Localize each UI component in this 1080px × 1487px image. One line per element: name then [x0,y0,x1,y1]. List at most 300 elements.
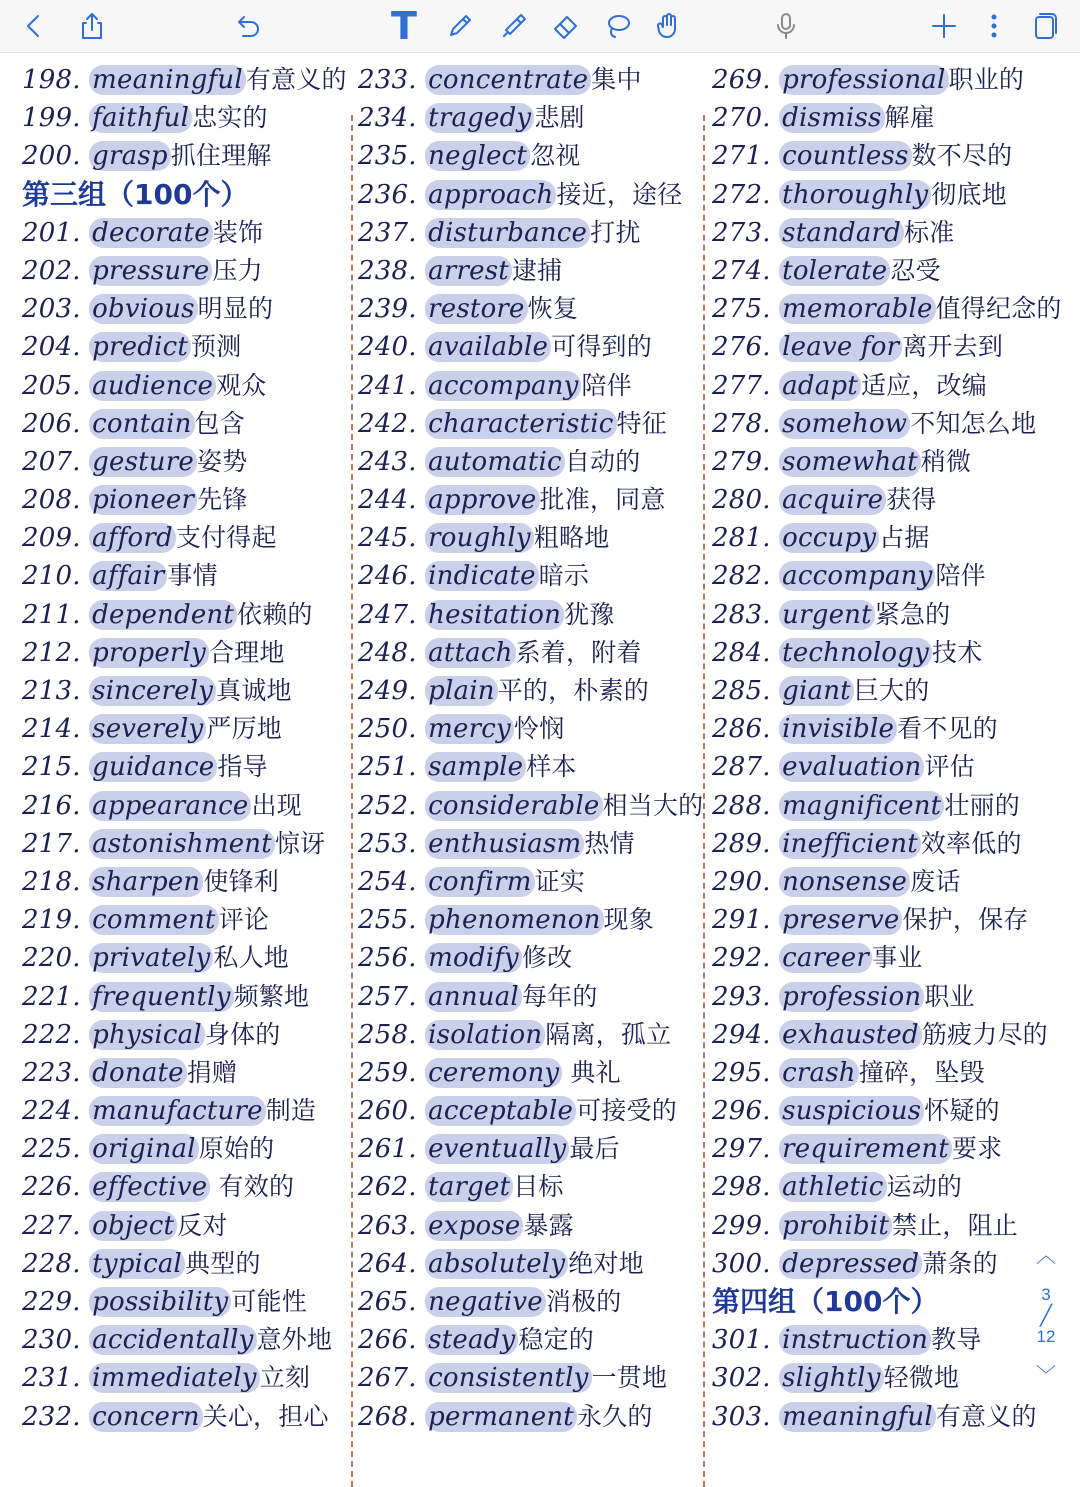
entry-number: 292. [712,943,771,974]
chinese-meaning: 筋疲力尽的 [921,1019,1048,1049]
vocab-entry [22,443,347,481]
vocab-entry [712,481,1062,519]
page-up-chevron-icon[interactable]: ︿ [1036,1245,1056,1267]
entry-number: 270. [712,103,771,134]
entry-number: 211. [22,599,81,630]
english-word: donate [89,1058,187,1088]
chinese-meaning: 效率低的 [920,828,1022,858]
entry-number: 262. [358,1172,417,1203]
vocab-column-2 [358,61,703,1436]
english-word: characteristic [425,409,616,439]
entry-number: 252. [358,790,417,821]
chinese-meaning: 陪伴 [935,561,986,591]
english-word: hesitation [425,600,564,630]
english-word: modify [425,943,522,973]
entry-number: 208. [22,485,81,516]
entry-number: 209. [22,523,81,554]
entry-number: 243. [358,446,417,477]
vocab-entry [22,61,347,99]
chinese-meaning: 相当大的 [602,790,704,820]
entry-number: 287. [712,752,771,783]
chinese-meaning: 教导 [931,1325,982,1355]
vocab-entry [358,405,703,443]
chinese-meaning: 忠实的 [192,103,268,133]
english-word: mercy [425,714,514,744]
english-word: astonishment [89,829,275,859]
english-word: expose [425,1211,523,1241]
pages-icon [1029,11,1059,41]
entry-number: 295. [712,1057,771,1088]
entry-number: 228. [22,1248,81,1279]
add-page-button[interactable] [924,6,964,46]
chinese-meaning: 依赖的 [237,599,313,629]
vocab-entry [22,748,347,786]
chinese-meaning: 指导 [217,752,268,782]
english-word: somewhat [779,447,921,477]
chinese-meaning: 先锋 [197,485,248,515]
entry-number: 269. [712,65,771,95]
english-word: arrest [425,256,512,286]
pages-button[interactable] [1024,6,1064,46]
vocab-entry [358,557,703,595]
vocab-entry [358,367,703,405]
entry-number: 298. [712,1172,771,1203]
entry-number: 222. [22,1019,81,1050]
column-divider [703,115,705,1487]
english-word: immediately [89,1363,260,1393]
chinese-meaning: 严厉地 [206,714,283,744]
entry-number: 272. [712,179,771,210]
chinese-meaning: 适应，改编 [860,370,987,400]
vocab-entry [358,1130,703,1168]
microphone-icon [771,11,801,41]
chinese-meaning: 可能性 [231,1287,308,1316]
hand-tool-button[interactable] [648,6,688,46]
chinese-meaning: 保护，保存 [902,905,1029,935]
chinese-meaning: 真诚地 [216,676,292,705]
vocab-entry [712,443,1062,481]
entry-number: 240. [358,332,417,363]
english-word: urgent [779,600,875,630]
entry-number: 294. [712,1019,771,1050]
vocab-entry [22,1130,347,1168]
vocab-entry [712,939,1062,977]
entry-number: 256. [358,943,417,974]
vocab-entry [358,939,703,977]
chinese-meaning: 不知怎么地 [910,408,1037,438]
entry-number: 206. [22,408,81,439]
vocab-entry [358,61,703,99]
english-word: manufacture [89,1096,266,1126]
chinese-meaning: 暴露 [523,1210,574,1240]
english-word: instruction [779,1325,931,1355]
english-word: suspicious [779,1096,924,1126]
english-word: tragedy [425,103,534,133]
vocab-entry [358,1054,703,1092]
entry-number: 291. [712,905,771,936]
vocab-entry [358,252,703,290]
english-word: depressed [779,1249,922,1279]
english-word: dependent [89,600,237,630]
vocab-entry [712,519,1062,557]
vocab-entry [358,863,703,901]
vocab-entry [22,939,347,977]
entry-number: 249. [358,676,417,706]
vocab-entry [358,519,703,557]
chinese-meaning: 要求 [951,1134,1003,1164]
chinese-meaning: 典型的 [185,1248,261,1278]
english-word: gesture [89,447,197,477]
vocab-entry [358,1398,703,1436]
entry-number: 238. [358,255,417,286]
entry-number: 234. [358,103,417,134]
vocab-entry [22,99,347,137]
chinese-meaning: 压力 [212,255,263,285]
chinese-meaning: 解雇 [884,103,935,133]
english-word: technology [779,638,932,668]
entry-number: 261. [358,1134,417,1165]
english-word: professional [779,65,948,95]
chinese-meaning: 集中 [591,65,642,94]
vocab-entry [712,1359,1062,1397]
chinese-meaning: 捐赠 [186,1057,238,1087]
notebook-page[interactable] [0,53,1080,1440]
english-word: original [89,1134,199,1164]
english-word: accompany [425,371,581,401]
chinese-meaning: 明显的 [197,294,274,324]
highlighter-icon [499,11,529,41]
english-word: available [425,332,551,362]
entry-number: 227. [22,1210,81,1241]
vocab-entry [358,443,703,481]
vocab-entry [712,137,1062,175]
back-button[interactable] [14,6,54,46]
vocab-entry [22,1092,347,1130]
chinese-meaning: 看不见的 [897,714,998,744]
chinese-meaning: 紧急的 [874,599,951,629]
hand-icon [653,11,683,41]
chinese-meaning: 惊讶 [274,828,326,858]
chinese-meaning: 怀疑的 [924,1096,1000,1126]
entry-number: 242. [358,408,417,439]
vocab-entry [22,252,347,290]
entry-number: 247. [358,599,417,630]
vocab-entry [712,901,1062,939]
vocab-entry [712,61,1062,99]
vocab-entry [712,1054,1062,1092]
vocab-entry [22,1321,347,1359]
english-word: automatic [425,447,565,477]
entry-number: 278. [712,408,771,439]
chinese-meaning: 修改 [521,943,573,973]
vocab-entry [358,901,703,939]
pen-icon [445,11,475,41]
english-word: grasp [89,141,171,171]
vocab-entry [22,596,347,634]
entry-number: 241. [358,370,417,401]
vocab-entry [712,1130,1062,1168]
chinese-meaning: 可接受的 [576,1096,677,1126]
chinese-meaning: 犹豫 [564,599,615,629]
english-word: memorable [779,294,935,324]
english-word: accidentally [89,1325,256,1355]
english-word: countless [779,141,911,171]
chinese-meaning: 立刻 [259,1363,311,1393]
english-word: accompany [779,561,935,591]
vocab-entry [358,825,703,863]
english-word: leave for [779,332,902,362]
chinese-meaning: 装饰 [212,217,264,247]
english-word: disturbance [425,218,590,248]
english-word: requirement [779,1134,952,1164]
english-word: concentrate [425,65,591,95]
english-word: sharpen [89,867,203,897]
entry-number: 289. [712,828,771,859]
chinese-meaning: 目标 [513,1172,564,1202]
entry-number: 213. [22,676,81,706]
vocab-entry [22,901,347,939]
entry-number: 229. [22,1287,81,1317]
english-word: approve [425,485,539,515]
undo-icon [233,11,263,41]
chinese-meaning: 预测 [191,332,242,362]
english-word: slightly [779,1363,883,1393]
vocab-entry [358,481,703,519]
lasso-tool-button[interactable] [598,6,638,46]
group-heading: 第四组（100个） [712,1285,939,1318]
vocab-entry [22,328,347,366]
english-word: frequently [89,982,233,1012]
english-word: contain [89,409,194,439]
chinese-meaning: 禁止，阻止 [891,1210,1018,1240]
entry-number: 200. [22,141,81,172]
chinese-meaning: 巨大的 [853,676,930,705]
vocab-entry [712,1245,1062,1283]
english-word: concern [89,1402,202,1432]
text-tool-button[interactable] [384,6,424,46]
vocab-entry [358,214,703,252]
chinese-meaning: 可得到的 [551,332,652,362]
chinese-meaning: 职业的 [948,65,1025,94]
entry-number: 300. [712,1248,771,1279]
entry-number: 284. [712,637,771,668]
vocab-entry [712,634,1062,672]
chinese-meaning: 最后 [569,1134,620,1164]
chinese-meaning: 永久的 [576,1401,653,1431]
microphone-button[interactable] [766,6,806,46]
vocab-entry [712,1168,1062,1206]
eraser-tool-button[interactable] [546,6,586,46]
chinese-meaning: 评论 [218,905,270,935]
vocab-entry [358,1245,703,1283]
entry-number: 258. [358,1019,417,1050]
vocab-entry [712,672,1062,710]
chinese-meaning: 隔离，孤立 [545,1019,672,1049]
vocab-entry [358,1092,703,1130]
entry-number: 260. [358,1096,417,1127]
entry-number: 245. [358,523,417,554]
vocab-entry [712,328,1062,366]
english-word: faithful [89,103,192,133]
vocab-entry [358,748,703,786]
entry-number: 274. [712,255,771,286]
entry-number: 275. [712,294,771,325]
english-word: severely [89,714,206,744]
english-word: occupy [779,523,879,553]
english-word: physical [89,1020,205,1050]
entry-number: 246. [358,561,417,592]
english-word: annual [425,982,522,1012]
english-word: evaluation [779,752,924,782]
share-button[interactable] [72,6,112,46]
chinese-meaning: 证实 [534,866,585,896]
chinese-meaning: 撞碎，坠毁 [858,1057,985,1087]
entry-number: 205. [22,370,81,401]
english-word: tolerate [779,256,890,286]
vocab-entry [358,672,703,710]
english-word: plain [425,676,498,706]
entry-number: 299. [712,1210,771,1241]
english-word: somehow [779,409,910,439]
entry-number: 279. [712,446,771,477]
english-word: negative [425,1287,546,1317]
english-word: obvious [89,294,197,324]
english-word: properly [89,638,209,668]
entry-number: 235. [358,141,417,172]
chinese-meaning: 数不尽的 [911,141,1013,171]
entry-number: 277. [712,370,771,401]
more-icon [979,11,1009,41]
english-word: inefficient [779,829,921,859]
english-word: adapt [779,371,861,401]
current-page-number: 3 [1041,1285,1051,1304]
vocab-entry [712,1321,1062,1359]
entry-number: 288. [712,790,771,821]
entry-number: 283. [712,599,771,630]
entry-number: 219. [22,905,81,936]
vocab-entry [358,787,703,825]
english-word: prohibit [779,1211,892,1241]
vocab-entry [358,328,703,366]
english-word: decorate [89,218,213,248]
undo-button[interactable] [228,6,268,46]
entry-number: 248. [358,637,417,668]
english-word: effective [89,1172,210,1202]
entry-number: 302. [712,1363,771,1394]
vocab-entry [712,787,1062,825]
chinese-meaning: 技术 [932,637,983,667]
page-down-chevron-icon[interactable]: ﹀ [1036,1365,1056,1387]
text-tool-icon: T [391,4,417,48]
vocab-entry [22,672,347,710]
chinese-meaning: 运动的 [886,1172,963,1202]
vocab-entry [22,1016,347,1054]
chinese-meaning: 恢复 [527,294,579,324]
english-word: typical [89,1249,185,1279]
entry-number: 224. [22,1096,81,1127]
vocab-entry [22,405,347,443]
chinese-meaning: 使锋利 [203,866,279,896]
vocab-entry [22,1207,347,1245]
vocab-entry [712,710,1062,748]
vocab-entry [712,825,1062,863]
english-word: profession [779,982,924,1012]
entry-number: 296. [712,1096,771,1127]
english-word: confirm [425,867,534,897]
vocab-entry [712,1398,1062,1436]
entry-number: 201. [22,217,81,248]
chinese-meaning: 热情 [584,828,635,858]
vocab-entry [358,710,703,748]
vocab-entry [358,137,703,175]
vocab-entry [358,99,703,137]
vocab-entry [358,1016,703,1054]
vocab-entry [358,596,703,634]
english-word: steady [425,1325,518,1355]
pen-tool-button[interactable] [440,6,480,46]
chinese-meaning: 样本 [526,752,577,782]
vocab-entry [712,367,1062,405]
group-heading: 第三组（100个） [22,177,249,211]
chinese-meaning: 一贯地 [591,1363,668,1393]
chinese-meaning: 有意义的 [935,1401,1037,1431]
chinese-meaning: 彻底地 [931,179,1007,209]
vocab-entry [22,214,347,252]
english-word: consistently [425,1363,591,1393]
entry-number: 223. [22,1057,81,1088]
vocab-entry [712,557,1062,595]
eraser-icon [551,11,581,41]
entry-number: 301. [712,1325,771,1356]
entry-number: 253. [358,828,417,859]
entry-number: 251. [358,752,417,783]
vocab-entry [358,978,703,1016]
vocab-entry [712,1207,1062,1245]
chinese-meaning: 批准，同意 [539,485,666,515]
entry-number: 225. [22,1134,81,1165]
entry-number: 226. [22,1172,81,1203]
english-word: neglect [425,141,530,171]
chinese-meaning: 自动的 [564,446,641,476]
vocab-entry [22,1359,347,1397]
entry-number: 271. [712,141,771,172]
chinese-meaning: 陪伴 [581,370,632,400]
english-word: afford [89,523,176,553]
vocab-entry [358,1168,703,1206]
chinese-meaning: 私人地 [213,943,289,973]
english-word: affair [89,561,167,591]
english-word: permanent [425,1402,577,1432]
chinese-meaning: 接近，途径 [556,179,683,209]
chinese-meaning: 评估 [924,752,975,782]
english-word: preserve [779,905,902,935]
entry-number: 199. [22,103,81,134]
plus-icon [929,11,959,41]
chinese-meaning: 特征 [616,408,667,438]
highlighter-tool-button[interactable] [494,6,534,46]
english-word: object [89,1211,177,1241]
chinese-meaning: 关心，担心 [202,1401,329,1431]
entry-number: 259. [358,1057,417,1088]
chinese-meaning: 典礼 [562,1057,621,1087]
entry-number: 230. [22,1325,81,1356]
english-word: athletic [779,1172,886,1202]
vocab-entry [358,634,703,672]
more-button[interactable] [974,6,1014,46]
vocab-entry [358,1283,703,1321]
chinese-meaning: 合理地 [208,637,285,667]
chinese-meaning: 壮丽的 [944,790,1020,820]
